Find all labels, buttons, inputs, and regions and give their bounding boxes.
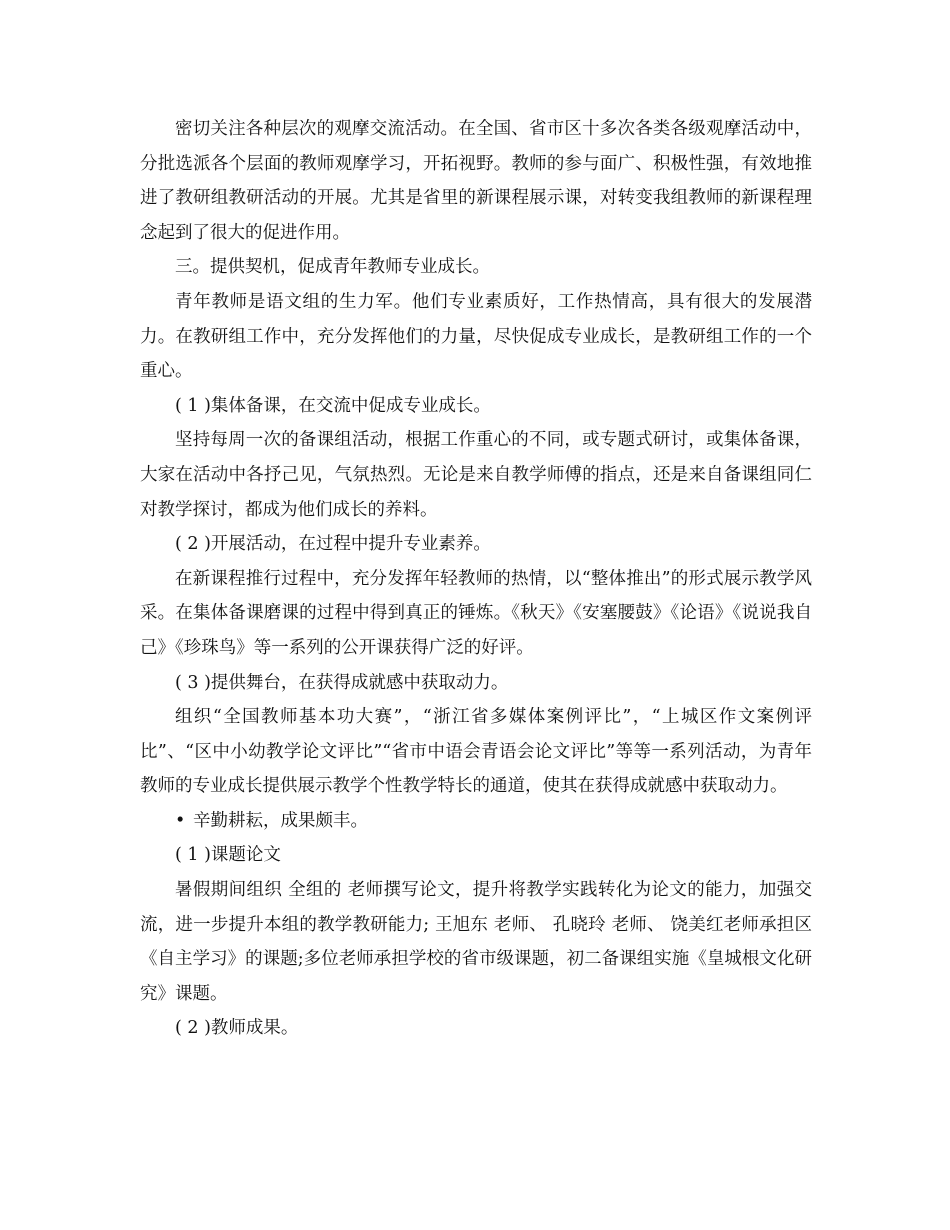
bullet-text: 辛勤耕耘，成果颇丰。	[193, 810, 368, 831]
subheading-stage: ( 3 )提供舞台，在获得成就感中获取动力。	[175, 672, 509, 693]
document-body	[140, 112, 812, 1046]
paragraph-observation-activities: 密切关注各种层次的观摩交流活动。在全国、省市区十多次各类各级观摩活动中，分批选派各个层面的教师观摩学习，开拓视野。教师的参与面广、积极性强，有效地推进了教研组教研活动的开展。尤其是省里的新课程展示课，对转变我组教师的新课程理念起到了很大的促进作用。	[140, 119, 812, 243]
bullet-marker: •	[175, 810, 186, 831]
subheading-activities: ( 2 )开展活动，在过程中提升专业素养。	[175, 534, 491, 555]
subheading-research-papers: ( 1 )课题论文	[175, 845, 281, 866]
paragraph-summer-papers: 暑假期间组织 全组的 老师撰写论文，提升将教学实践转化为论文的能力，加强交流，进一步提升本组的教学教研能力; 王旭东 老师、 孔晓玲 老师、 饶美红老师承担区《自主学习》的课题;多位老师承担学校的省市级课题，初二备课组实施《皇城根文化研究》课题。	[140, 880, 812, 1004]
bullet-item-achievements	[140, 804, 812, 839]
section-heading-young-teachers: 三。提供契机，促成青年教师专业成长。	[175, 257, 490, 278]
paragraph-young-teachers: 青年教师是语文组的生力军。他们专业素质好，工作热情高，具有很大的发展潜力。在教研组工作中，充分发挥他们的力量，尽快促成专业成长，是教研组工作的一个重心。	[140, 291, 812, 382]
subheading-collective-lesson-prep: ( 1 )集体备课，在交流中促成专业成长。	[175, 395, 491, 416]
subheading-teacher-achievements: ( 2 )教师成果。	[175, 1018, 299, 1039]
paragraph-weekly-prep-group: 坚持每周一次的备课组活动，根据工作重心的不同，或专题式研讨，或集体备课，大家在活动中各抒己见，气氛热烈。无论是来自教学师傅的指点，还是来自备课组同仁对教学探讨，都成为他们成长的养料。	[140, 430, 812, 520]
paragraph-competitions: 组织“全国教师基本功大赛”，“浙江省多媒体案例评比”，“上城区作文案例评比”、“区中小幼教学论文评比”“省市中语会青语会论文评比”等等一系列活动，为青年教师的专业成长提供展示教学个性教学特长的通道，使其在获得成就感中获取动力。	[140, 707, 812, 797]
paragraph-new-curriculum: 在新课程推行过程中，充分发挥年轻教师的热情，以“整体推出”的形式展示教学风采。在集体备课磨课的过程中得到真正的锤炼。《秋天》《安塞腰鼓》《论语》《说说我自己》《珍珠鸟》等一系列的公开课获得广泛的好评。	[140, 568, 812, 658]
